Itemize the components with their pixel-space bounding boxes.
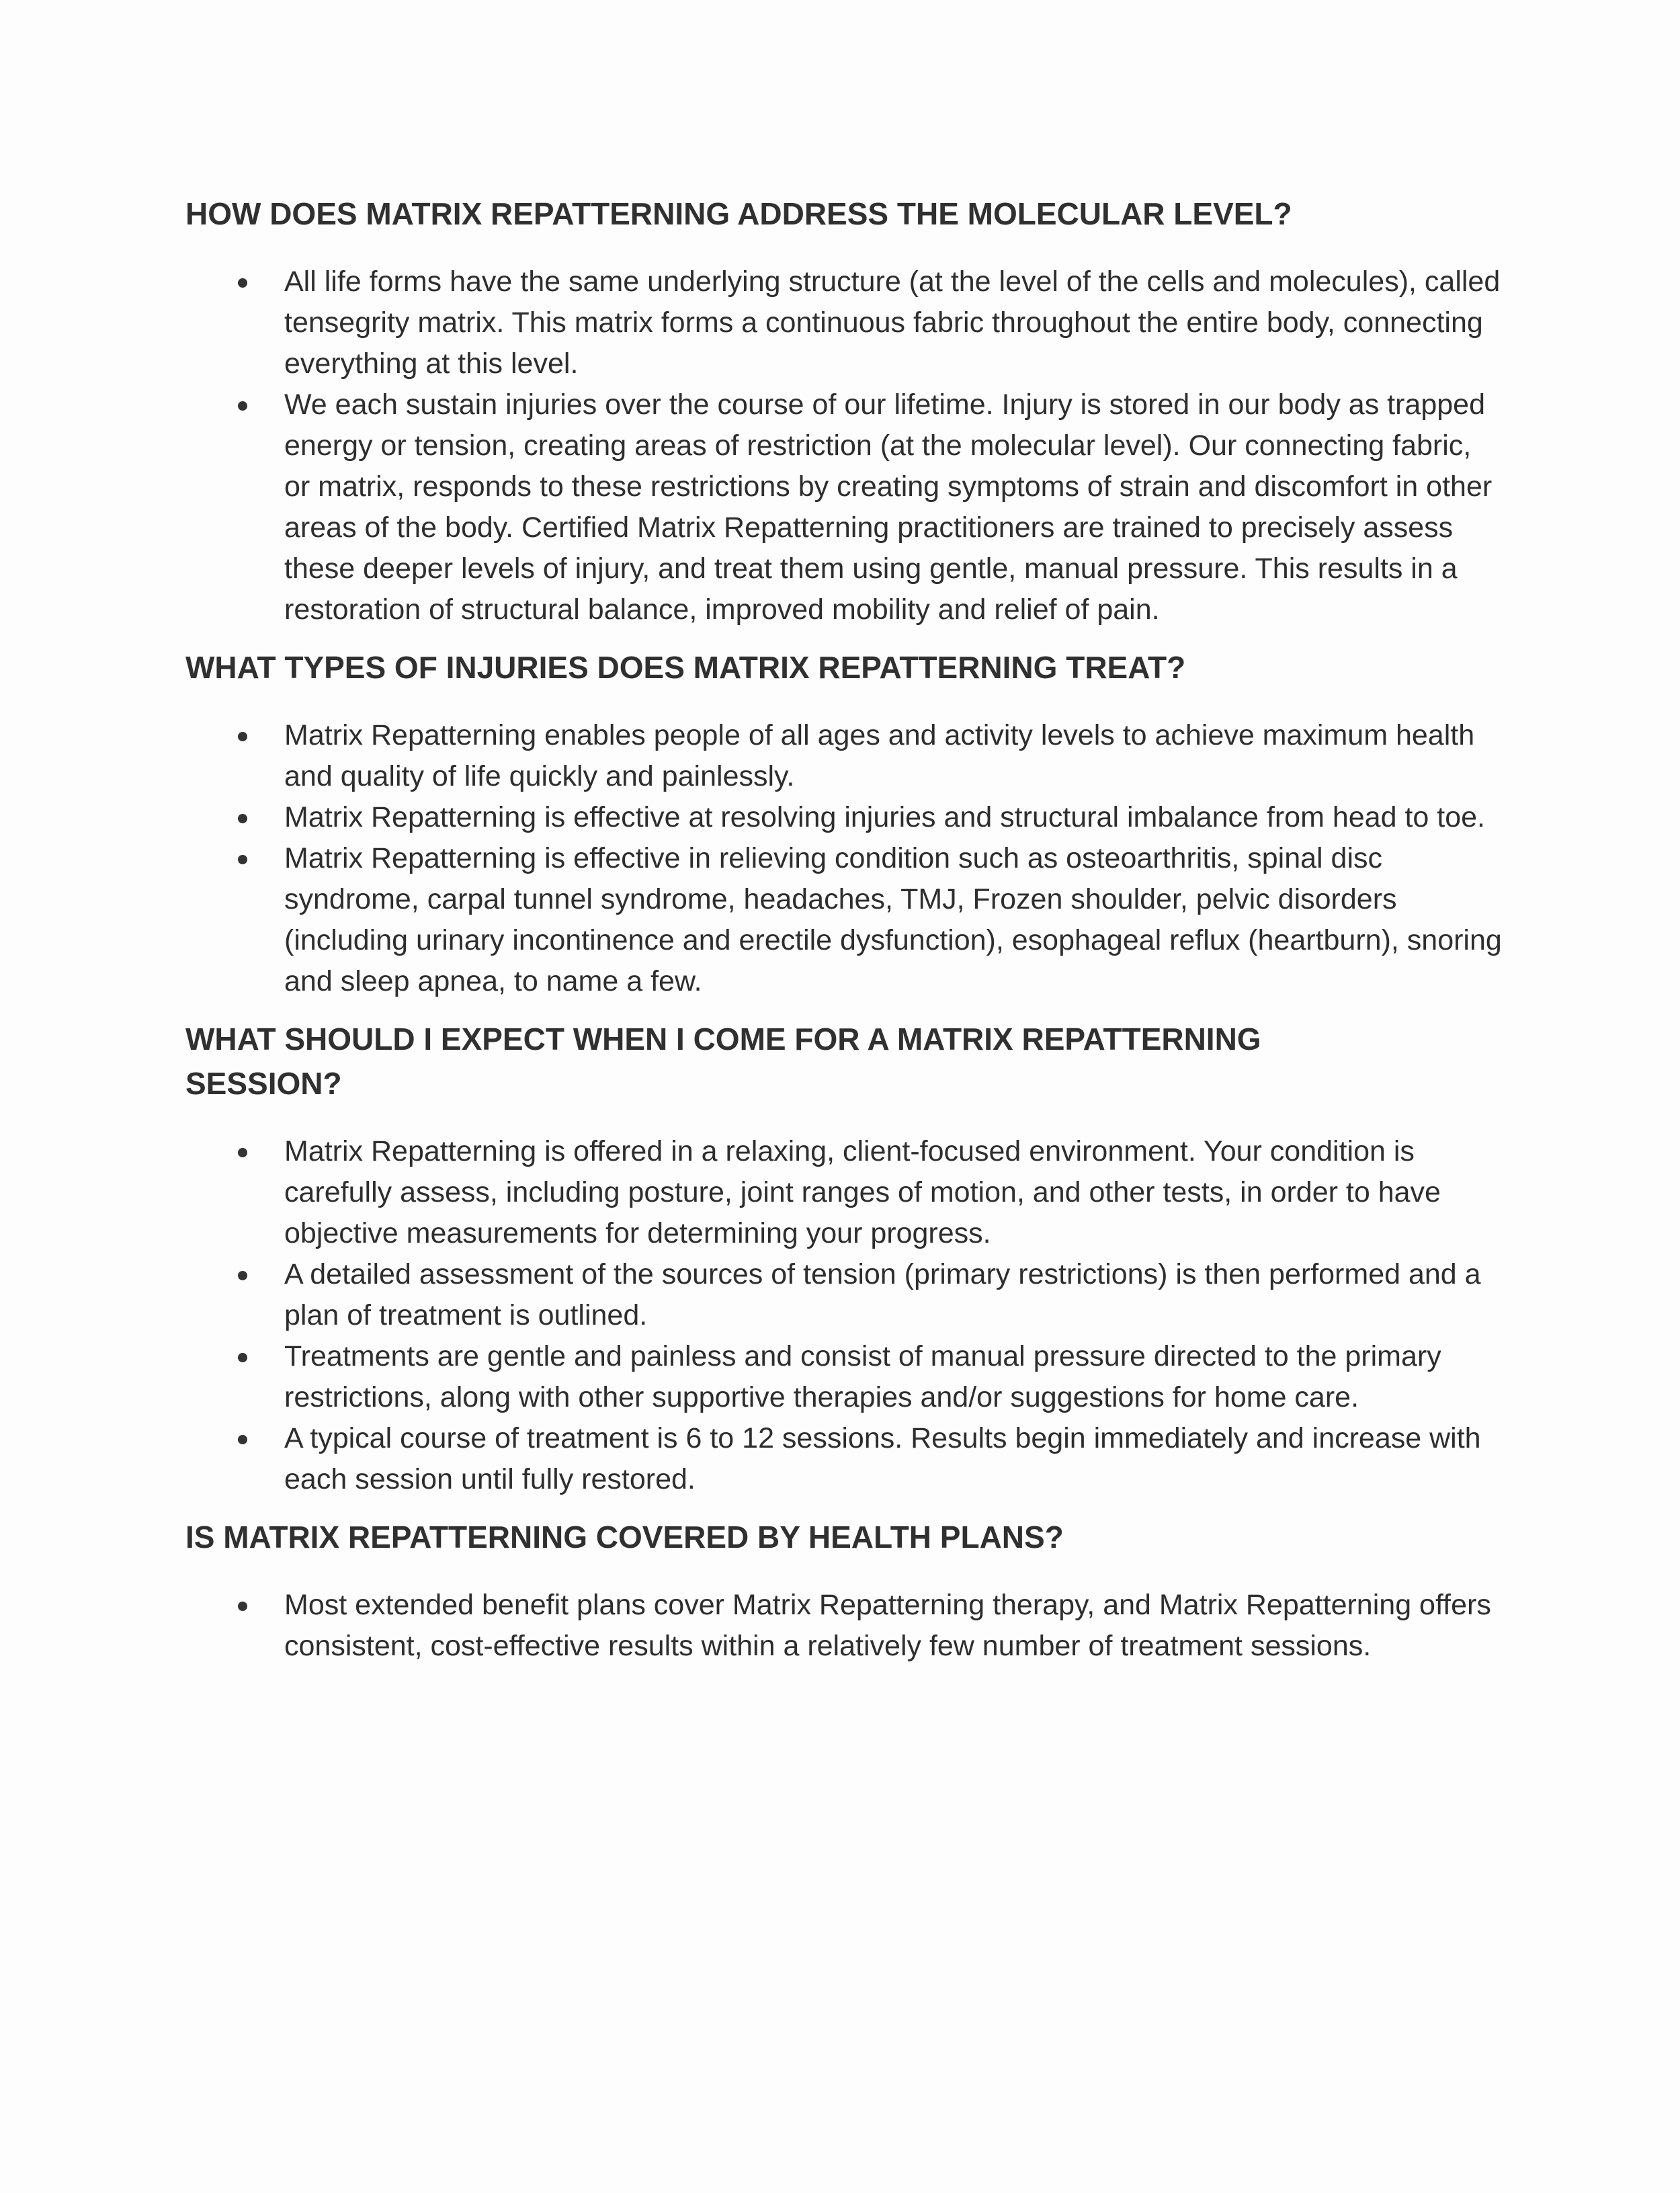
bullet-list [185,715,1503,1002]
list-item-text: Matrix Repatterning enables people of all ages and activity levels to achieve maximum health and quality of life quickly and painlessly. [284,719,1475,792]
list-item [185,1585,1503,1667]
list-item-text: Matrix Repatterning is effective in relieving condition such as osteoarthritis, spinal disc syndrome, carpal tunnel syndrome, headaches, TMJ, Frozen shoulder, pelvic disorders (including urinary incontinence and erectile dysfunction), esophageal reflux (heartburn), snoring and sleep apnea, to name a few. [284,842,1502,997]
list-item-text: Matrix Repatterning is effective at resolving injuries and structural imbalance from head to toe. [284,801,1485,833]
bullet-list [185,261,1503,630]
list-item [185,1131,1503,1254]
list-item [185,838,1503,1002]
bullet-icon [238,855,247,864]
list-item-text: All life forms have the same underlying structure (at the level of the cells and molecules), called tensegrity matrix. This matrix forms a continuous fabric throughout the entire body, connecting everything at this level. [284,265,1501,380]
bullet-list [185,1585,1503,1667]
bullet-icon [238,732,247,741]
list-item [185,1418,1503,1500]
bullet-icon [238,1271,247,1280]
list-item-text: A typical course of treatment is 6 to 12 sessions. Results begin immediately and increase with each session until fully restored. [284,1422,1481,1495]
list-item-text: Treatments are gentle and painless and consist of manual pressure directed to the primary restrictions, along with other supportive therapies and/or suggestions for home care. [284,1340,1441,1413]
section-heading: HOW DOES MATRIX REPATTERNING ADDRESS THE MOLECULAR LEVEL? [185,196,1292,231]
list-item [185,797,1503,838]
bullet-icon [238,1148,247,1157]
section-heading: WHAT SHOULD I EXPECT WHEN I COME FOR A MATRIX REPATTERNING SESSION? [185,1022,1261,1101]
section-heading: IS MATRIX REPATTERNING COVERED BY HEALTH PLANS? [185,1520,1064,1555]
section-heading: WHAT TYPES OF INJURIES DOES MATRIX REPATTERNING TREAT? [185,650,1186,685]
bullet-icon [238,814,247,823]
section-health-plans [185,1515,1503,1667]
section-molecular-level [185,192,1503,630]
list-item [185,384,1503,630]
document-body [185,192,1503,1682]
list-item-text: Most extended benefit plans cover Matrix Repatterning therapy, and Matrix Repatterning offers consistent, cost-effective results within a relatively few number of treatment sessions. [284,1589,1491,1662]
bullet-icon [238,1353,247,1362]
list-item [185,261,1503,384]
list-item [185,1254,1503,1336]
bullet-list [185,1131,1503,1500]
section-session-expectations [185,1017,1503,1500]
list-item-text: We each sustain injuries over the course of our lifetime. Injury is stored in our body as trapped energy or tension, creating areas of restriction (at the molecular level). Our connecting fabric, or matrix, responds to these restrictions by creating symptoms of strain and discomfort in other areas of the body. Certified Matrix Repatterning practitioners are trained to precisely assess these deeper levels of injury, and treat them using gentle, manual pressure. This results in a restoration of structural balance, improved mobility and relief of pain. [284,388,1493,626]
list-item [185,1336,1503,1418]
list-item-text: A detailed assessment of the sources of tension (primary restrictions) is then performed and a plan of treatment is outlined. [284,1258,1481,1331]
bullet-icon [238,278,247,288]
list-item [185,715,1503,797]
bullet-icon [238,401,247,411]
bullet-icon [238,1435,247,1444]
list-item-text: Matrix Repatterning is offered in a relaxing, client-focused environment. Your condition is carefully assess, including posture, joint ranges of motion, and other tests, in order to have objective measurements for determining your progress. [284,1135,1441,1249]
bullet-icon [238,1602,247,1611]
section-injury-types [185,645,1503,1002]
